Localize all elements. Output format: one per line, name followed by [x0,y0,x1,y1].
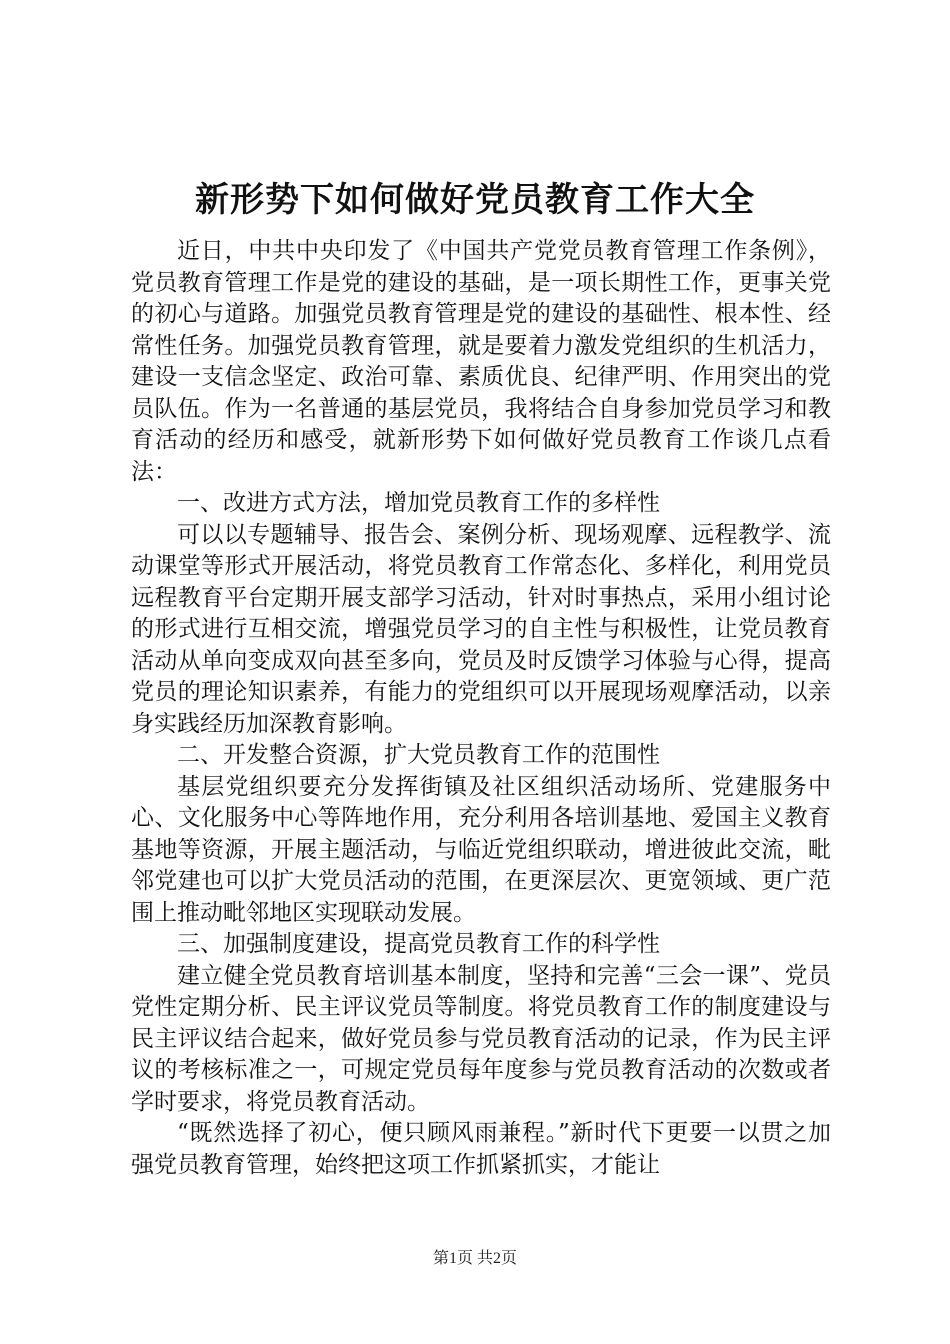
section-heading-3: 三、加强制度建设，提高党员教育工作的科学性 [177,931,660,957]
section-heading-1: 一、改进方式方法，增加党员教育工作的多样性 [177,490,660,516]
document-body [131,236,831,1181]
paragraph-conclusion: “既然选择了初心，便只顾风雨兼程。”新时代下更要一以贯之加强党员教育管理，始终把这项工作抓紧抓实，才能让 [131,1120,831,1178]
paragraph-section-1: 可以以专题辅导、报告会、案例分析、现场观摩、远程教学、流动课堂等形式开展活动，将党员教育工作常态化、多样化，利用党员远程教育平台定期开展支部学习活动，针对时事热点，采用小组讨论的形式进行互相交流，增强党员学习的自主性与积极性，让党员教育活动从单向变成双向甚至多向，党员及时反馈学习体验与心得，提高党员的理论知识素养，有能力的党组织可以开展现场观摩活动，以亲身实践经历加深教育影响。 [131,521,831,737]
paragraph-section-3: 建立健全党员教育培训基本制度，坚持和完善“三会一课”、党员党性定期分析、民主评议党员等制度。将党员教育工作的制度建设与民主评议结合起来，做好党员参与党员教育活动的记录，作为民主评议的考核标准之一，可规定党员每年度参与党员教育活动的次数或者学时要求，将党员教育活动。 [131,962,831,1115]
page-footer: 第1页 共2页 [432,1250,517,1267]
paragraph-section-2: 基层党组织要充分发挥街镇及社区组织活动场所、党建服务中心、文化服务中心等阵地作用，充分利用各培训基地、爱国主义教育基地等资源，开展主题活动，与临近党组织联动，增进彼此交流，毗邻党建也可以扩大党员活动的范围，在更深层次、更宽领域、更广范围上推动毗邻地区实现联动发展。 [131,773,831,926]
document-title: 新形势下如何做好党员教育工作大全 [195,180,755,220]
section-heading-2: 二、开发整合资源，扩大党员教育工作的范围性 [177,742,660,768]
paragraph-intro: 近日，中共中央印发了《中国共产党党员教育管理工作条例》，党员教育管理工作是党的建设的基础，是一项长期性工作，更事关党的初心与道路。加强党员教育管理是党的建设的基础性、根本性、经常性任务。加强党员教育管理，就是要着力激发党组织的生机活力，建设一支信念坚定、政治可靠、素质优良、纪律严明、作用突出的党员队伍。作为一名普通的基层党员，我将结合自身参加党员学习和教育活动的经历和感受，就新形势下如何做好党员教育工作谈几点看法： [131,238,831,485]
